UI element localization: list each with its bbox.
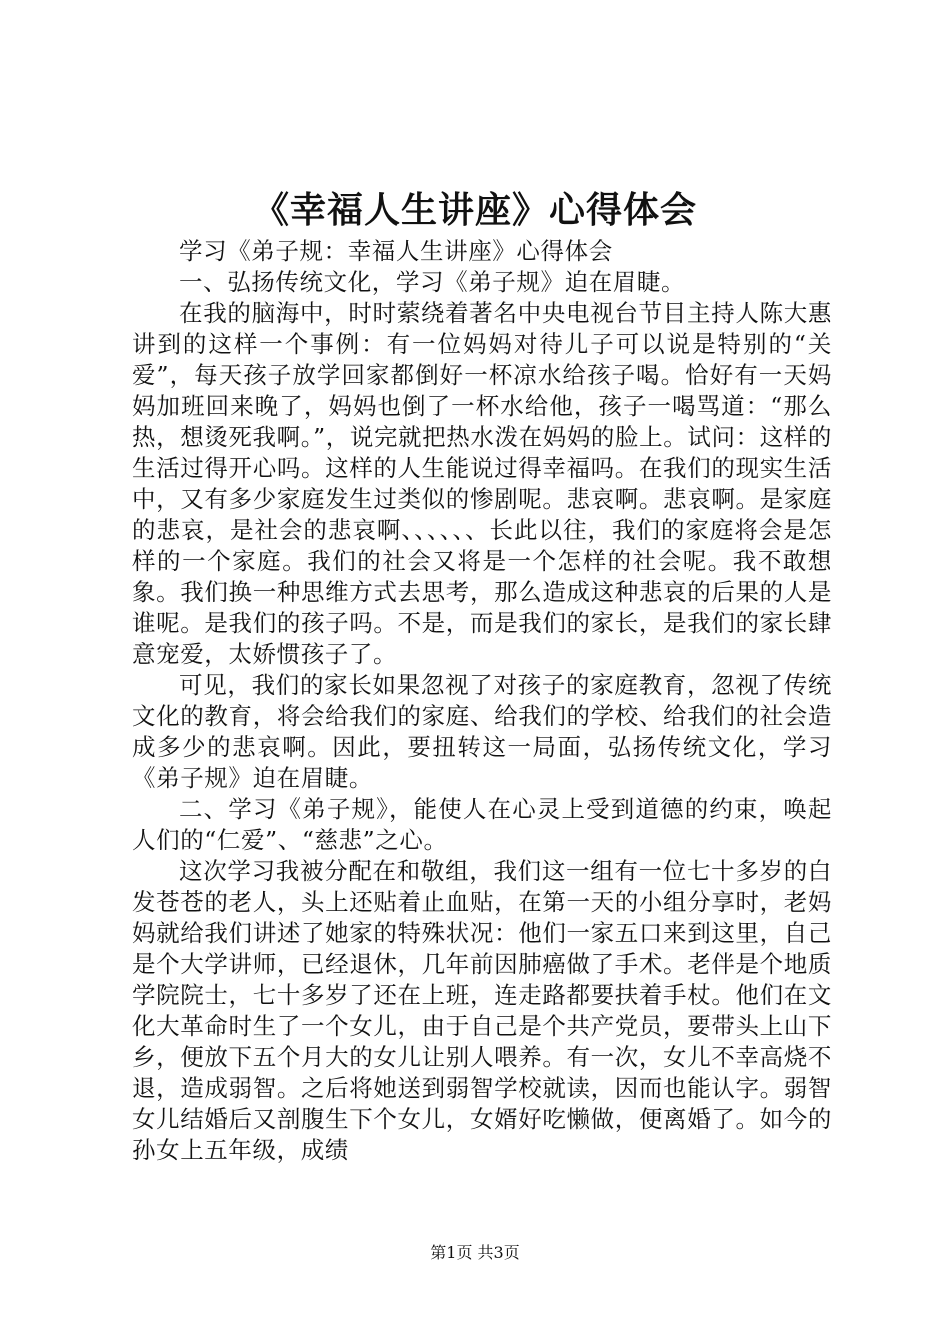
paragraph: 在我的脑海中，时时萦绕着著名中央电视台节目主持人陈大惠讲到的这样一个事例：有一位妈妈对待儿子可以说是特别的“关爱”，每天孩子放学回家都倒好一杯凉水给孩子喝。恰好有一天妈妈加班回来晚了，妈妈也倒了一杯水给他，孩子一喝骂道：“那么热，想烫死我啊。”，说完就把热水泼在妈妈的脸上。试问：这样的生活过得开心吗。这样的人生能说过得幸福吗。在我们的现实生活中，又有多少家庭发生过类似的惨剧呢。悲哀啊。悲哀啊。是家庭的悲哀，是社会的悲哀啊、、、、、、长此以往，我们的家庭将会是怎样的一个家庭。我们的社会又将是一个怎样的社会呢。我不敢想象。我们换一种思维方式去思考，那么造成这种悲哀的后果的人是谁呢。是我们的孩子吗。不是，而是我们的家长，是我们的家长肆意宠爱，太娇惯孩子了。 [132, 299, 832, 668]
document-body [132, 236, 832, 1166]
paragraph-heading-2: 二、学习《弟子规》，能使人在心灵上受到道德的约束，唤起人们的“仁爱”、“慈悲”之心。 [132, 795, 832, 854]
paragraph-subtitle: 学习《弟子规：幸福人生讲座》心得体会 [179, 237, 613, 265]
paragraph: 可见，我们的家长如果忽视了对孩子的家庭教育，忽视了传统文化的教育，将会给我们的家庭、给我们的学校、给我们的社会造成多少的悲哀啊。因此，要扭转这一局面，弘扬传统文化，学习《弟子规》迫在眉睫。 [132, 671, 832, 792]
document-title: 《幸福人生讲座》心得体会 [252, 189, 697, 231]
page-footer: 第1页 共3页 [430, 1243, 520, 1262]
paragraph: 这次学习我被分配在和敬组，我们这一组有一位七十多岁的白发苍苍的老人，头上还贴着止血贴，在第一天的小组分享时，老妈妈就给我们讲述了她家的特殊状况：他们一家五口来到这里，自己是个大学讲师，已经退休，几年前因肺癌做了手术。老伴是个地质学院院士，七十多岁了还在上班，连走路都要扶着手杖。他们在文化大革命时生了一个女儿，由于自己是个共产党员，要带头上山下乡，便放下五个月大的女儿让别人喂养。有一次，女儿不幸高烧不退，造成弱智。之后将她送到弱智学校就读，因而也能认字。弱智女儿结婚后又剖腹生下个女儿，女婿好吃懒做，便离婚了。如今的孙女上五年级，成绩 [132, 857, 832, 1164]
paragraph-heading-1: 一、弘扬传统文化，学习《弟子规》迫在眉睫。 [179, 268, 686, 296]
